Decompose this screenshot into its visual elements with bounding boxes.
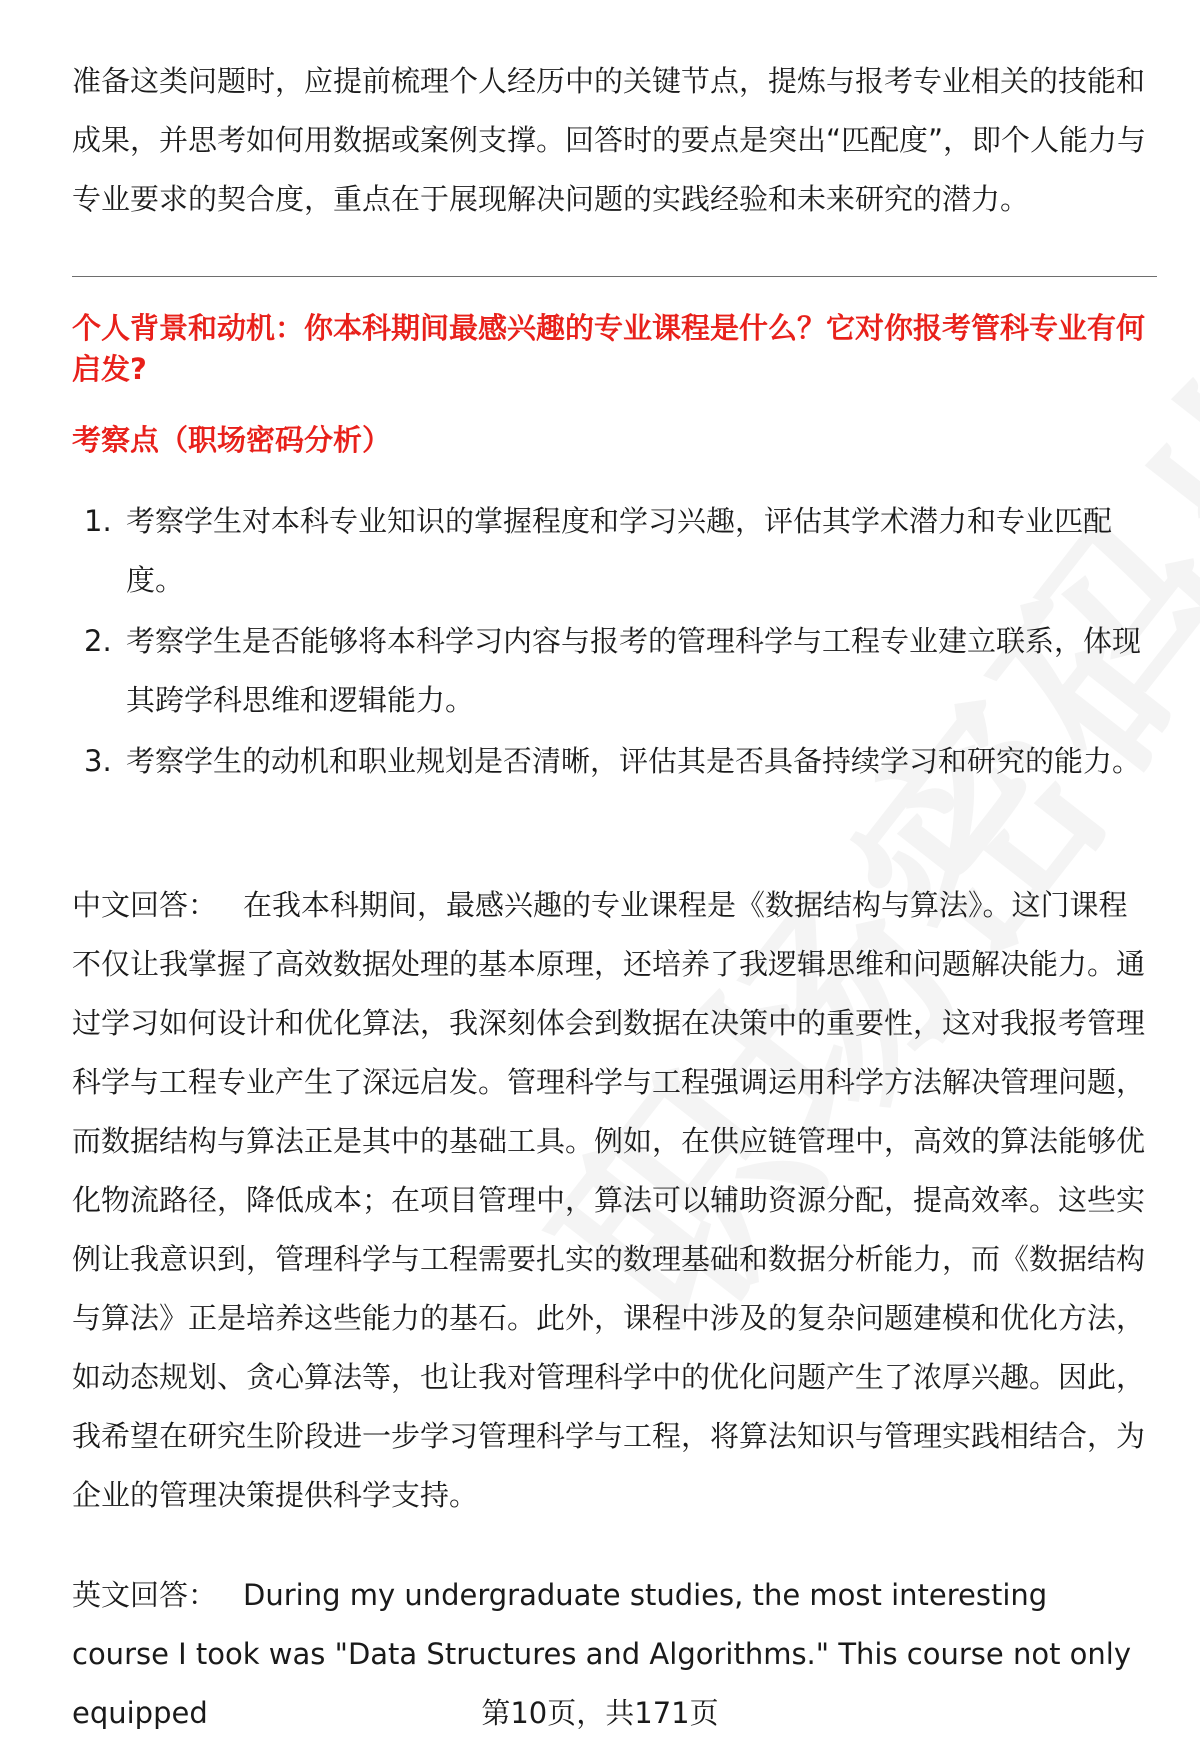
focus-points-heading: 考察点（职场密码分析）	[72, 423, 392, 457]
chinese-answer-label: 中文回答：	[72, 888, 218, 922]
question-heading: 个人背景和动机：你本科期间最感兴趣的专业课程是什么？它对你报考管科专业有何启发?	[72, 311, 1146, 386]
english-answer-text: During my undergraduate studies, the most interesting course I took was "Data Structures and Algorithms." This course not only equipped	[72, 1578, 1132, 1730]
list-item	[72, 612, 1157, 730]
english-answer-label: 英文回答：	[72, 1578, 218, 1612]
list-item-number: 1.	[84, 504, 112, 538]
page-footer: 第10页，共171页	[481, 1696, 719, 1730]
chinese-answer-paragraph	[72, 876, 1152, 1525]
focus-points-list	[72, 492, 1157, 793]
section-divider	[72, 276, 1157, 277]
list-item	[72, 732, 1157, 791]
list-item-number: 2.	[84, 624, 112, 658]
list-item-text: 考察学生是否能够将本科学习内容与报考的管理科学与工程专业建立联系，体现其跨学科思维和逻辑能力。	[126, 624, 1142, 717]
intro-paragraph: 准备这类问题时，应提前梳理个人经历中的关键节点，提炼与报考专业相关的技能和成果，并思考如何用数据或案例支撑。回答时的要点是突出“匹配度”，即个人能力与专业要求的契合度，重点在于展现解决问题的实践经验和未来研究的潜力。	[72, 64, 1147, 216]
list-item-text: 考察学生对本科专业知识的掌握程度和学习兴趣，评估其学术潜力和专业匹配度。	[126, 504, 1113, 597]
list-item-number: 3.	[84, 744, 112, 778]
list-item	[72, 492, 1157, 610]
chinese-answer-text: 在我本科期间，最感兴趣的专业课程是《数据结构与算法》。这门课程不仅让我掌握了高效数据处理的基本原理，还培养了我逻辑思维和问题解决能力。通过学习如何设计和优化算法，我深刻体会到数据在决策中的重要性，这对我报考管理科学与工程专业产生了深远启发。管理科学与工程强调运用科学方法解决管理问题，而数据结构与算法正是其中的基础工具。例如，在供应链管理中，高效的算法能够优化物流路径，降低成本；在项目管理中，算法可以辅助资源分配，提高效率。这些实例让我意识到，管理科学与工程需要扎实的数理基础和数据分析能力，而《数据结构与算法》正是培养这些能力的基石。此外，课程中涉及的复杂问题建模和优化方法，如动态规划、贪心算法等，也让我对管理科学中的优化问题产生了浓厚兴趣。因此，我希望在研究生阶段进一步学习管理科学与工程，将算法知识与管理实践相结合，为企业的管理决策提供科学支持。	[72, 888, 1146, 1512]
list-item-text: 考察学生的动机和职业规划是否清晰，评估其是否具备持续学习和研究的能力。	[126, 744, 1142, 778]
